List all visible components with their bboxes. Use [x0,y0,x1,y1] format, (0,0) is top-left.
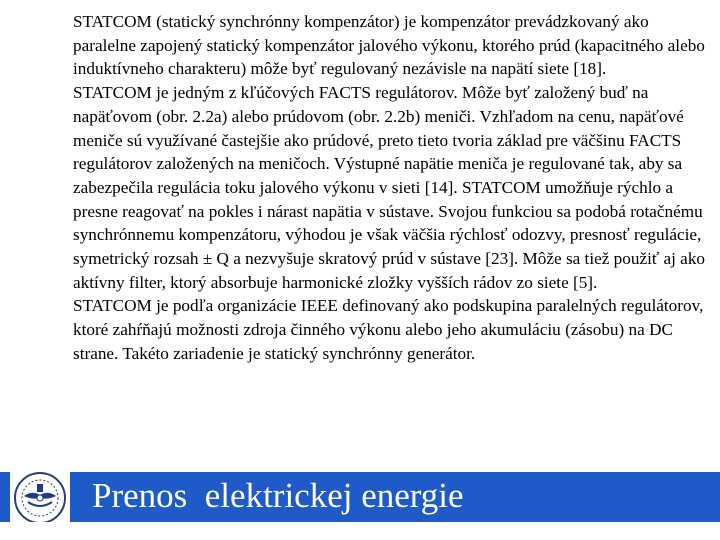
paragraph-1: STATCOM (statický synchrónny kompenzátor) je kompenzátor prevádzkovaný ako paralelne zapojený statický kompenzátor jalového výkonu, ktorého prúd (kapacitného alebo induktívneho charakteru) môže byť regulovaný nezávisle na napätí siete [18]. [73,12,705,79]
university-seal-icon [10,470,70,526]
footer-bar [0,472,720,522]
footer-title: Prenos elektrickej energie [92,476,464,515]
paragraph-2: STATCOM je jedným z kľúčových FACTS regulátorov. Môže byť založený buď na napäťovom (obr. 2.2a) alebo prúdovom (obr. 2.2b) meniči. Vzhľadom na cenu, napäťové meniče sú využívané častejšie ako prúdové, preto tieto tvoria základ pre väčšinu FACTS regulátorov založených na meničoch. Výstupné napätie meniča je regulované tak, aby sa zabezpečila regulácia toku jalového výkonu v sieti [14]. STATCOM umožňuje rýchlo a presne reagovať na pokles i nárast napätia v sústave. Svojou funkciou sa podobá rotačnému synchrónnemu kompenzátoru, výhodou je však väčšia rýchlosť odozvy, presnosť regulácie, symetrický rozsah ± Q a nezvyšuje skratový prúd v sústave [23]. Môže sa tiež použiť aj ako aktívny filter, ktorý absorbuje harmonické zložky vyšších rádov zo siete [5]. [73,83,706,292]
body-text [73,10,713,472]
paragraph-3: STATCOM je podľa organizácie IEEE definovaný ako podskupina paralelných regulátorov, ktoré zahŕňajú možnosti zdroja činného výkonu alebo jeho akumuláciu (zásobu) na DC strane. Takéto zariadenie je statický synchrónny generátor. [73,296,704,363]
bottom-strip [0,522,720,540]
